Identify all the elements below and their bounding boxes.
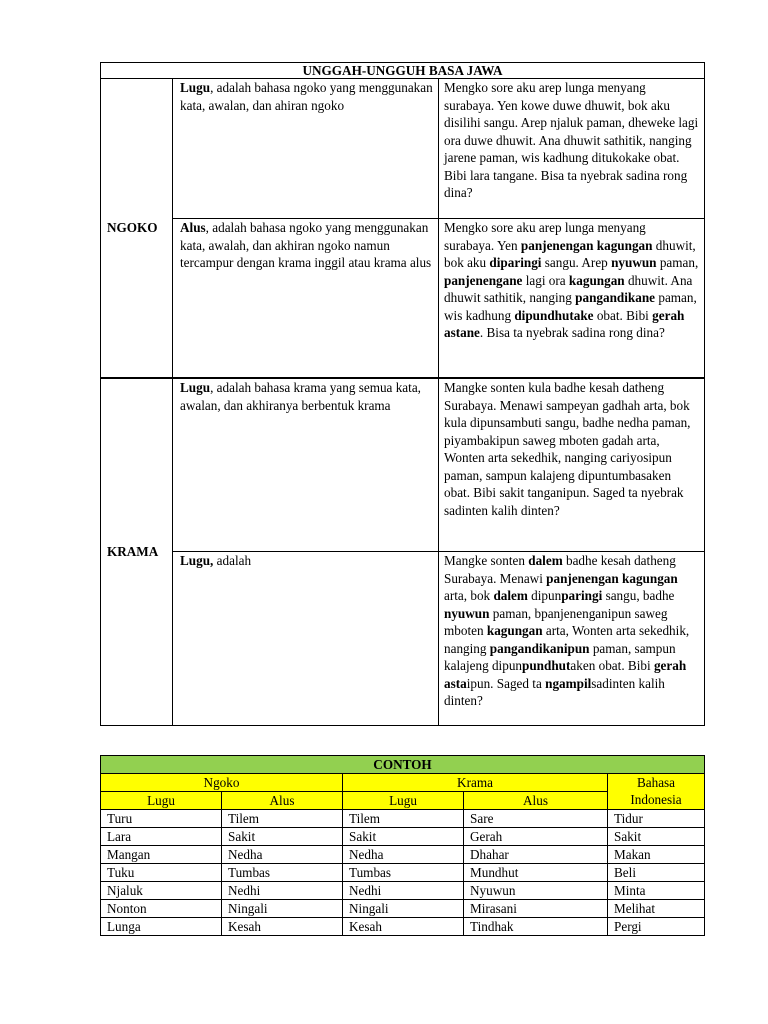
contoh-table xyxy=(100,755,705,936)
cell-ngoko-lugu: Lunga xyxy=(101,918,222,936)
contoh-title: CONTOH xyxy=(101,756,705,774)
cell-ngoko-alus: Nedhi xyxy=(222,882,343,900)
cell-ngoko-lugu: Turu xyxy=(101,810,222,828)
cell-ngoko-lugu: Nonton xyxy=(101,900,222,918)
cell-bahasa-indonesia: Minta xyxy=(608,882,705,900)
contoh-body xyxy=(101,810,705,936)
table-row xyxy=(101,828,705,846)
cell-ngoko-lugu: Tuku xyxy=(101,864,222,882)
table-row xyxy=(101,810,705,828)
cell-krama-lugu: Tumbas xyxy=(343,864,464,882)
cell-ngoko-alus: Ningali xyxy=(222,900,343,918)
ngoko-alus-example: Mengko sore aku arep lunga menyang surabaya. Yen panjenengan kagungan dhuwit, bok aku diparingi sangu. Arep nyuwun paman, panjenengane lagi ora kagungan dhuwit. Ana dhuwit sathitik, nanging pangandikane paman, wis kadhung dipundhutake obat. Bibi gerah astane. Bisa ta nyebrak sadina rong dina? xyxy=(439,219,705,379)
cell-bahasa-indonesia: Sakit xyxy=(608,828,705,846)
cell-ngoko-alus: Tumbas xyxy=(222,864,343,882)
cell-krama-alus: Sare xyxy=(464,810,608,828)
cell-ngoko-lugu: Mangan xyxy=(101,846,222,864)
krama-alus-example: Mangke sonten dalem badhe kesah datheng Surabaya. Menawi panjenengan kagungan arta, bok dalem dipunparingi sangu, badhe nyuwun paman, bpanjenenganipun saweg mboten kagungan arta, Wonten arta sekedhik, nanging pangandikanipun paman, sampun kalajeng dipunpundhutaken obat. Bibi gerah astaipun. Saged ta ngampilsadinten kalih dinten? xyxy=(439,552,705,726)
cell-krama-alus: Nyuwun xyxy=(464,882,608,900)
cell-ngoko-lugu: Lara xyxy=(101,828,222,846)
table-row xyxy=(101,882,705,900)
cell-krama-alus: Mirasani xyxy=(464,900,608,918)
subheader-ngoko-lugu: Lugu xyxy=(101,792,222,810)
cell-ngoko-lugu: Njaluk xyxy=(101,882,222,900)
table-title: UNGGAH-UNGGUH BASA JAWA xyxy=(101,63,705,79)
cell-krama-lugu: Ningali xyxy=(343,900,464,918)
cell-bahasa-indonesia: Beli xyxy=(608,864,705,882)
table-row xyxy=(101,900,705,918)
krama-lugu-description: Lugu, adalah bahasa krama yang semua kata, awalan, dan akhiranya berbentuk krama xyxy=(173,378,439,552)
cell-krama-lugu: Kesah xyxy=(343,918,464,936)
cell-krama-alus: Gerah xyxy=(464,828,608,846)
ngoko-lugu-description: Lugu, adalah bahasa ngoko yang menggunakan kata, awalan, dan ahiran ngoko xyxy=(173,79,439,219)
subheader-krama-lugu: Lugu xyxy=(343,792,464,810)
cell-krama-alus: Mundhut xyxy=(464,864,608,882)
cell-krama-alus: Dhahar xyxy=(464,846,608,864)
ngoko-alus-description: Alus, adalah bahasa ngoko yang menggunakan kata, awalah, dan akhiran ngoko namun tercampur dengan krama inggil atau krama alus xyxy=(173,219,439,379)
cell-bahasa-indonesia: Tidur xyxy=(608,810,705,828)
cell-krama-lugu: Sakit xyxy=(343,828,464,846)
cell-bahasa-indonesia: Makan xyxy=(608,846,705,864)
cell-ngoko-alus: Sakit xyxy=(222,828,343,846)
krama-alus-description: Lugu, adalah xyxy=(173,552,439,726)
cell-krama-lugu: Nedhi xyxy=(343,882,464,900)
group-header-krama: Krama xyxy=(343,774,608,792)
table-row xyxy=(101,864,705,882)
cell-krama-lugu: Tilem xyxy=(343,810,464,828)
cell-ngoko-alus: Tilem xyxy=(222,810,343,828)
krama-lugu-example: Mangke sonten kula badhe kesah datheng Surabaya. Menawi sampeyan gadhah arta, bok kula dipunsambuti sangu, badhe nedha paman, piyambakipun saweg mboten gadah arta, Wonten arta sekedhik, nanging cariyosipun paman, sampun kalajeng dipuntumbasaken obat. Bibi sakit tanganipun. Saged ta nyebrak sadinten kalih dinten? xyxy=(439,378,705,552)
subheader-ngoko-alus: Alus xyxy=(222,792,343,810)
subheader-krama-alus: Alus xyxy=(464,792,608,810)
unggah-ungguh-table xyxy=(100,62,705,726)
cell-bahasa-indonesia: Melihat xyxy=(608,900,705,918)
ngoko-lugu-example: Mengko sore aku arep lunga menyang surabaya. Yen kowe duwe dhuwit, bok aku disilihi sangu. Arep njaluk paman, dheweke lagi ora duwe dhuwit. Ana dhuwit sathitik, nanging jarene paman, wis kadhung ditukokake obat. Bibi lara tangane. Bisa ta nyebrak sadina rong dina? xyxy=(439,79,705,219)
category-krama: KRAMA xyxy=(101,378,173,726)
table-row xyxy=(101,846,705,864)
category-ngoko: NGOKO xyxy=(101,79,173,379)
cell-krama-lugu: Nedha xyxy=(343,846,464,864)
cell-ngoko-alus: Nedha xyxy=(222,846,343,864)
cell-ngoko-alus: Kesah xyxy=(222,918,343,936)
cell-krama-alus: Tindhak xyxy=(464,918,608,936)
cell-bahasa-indonesia: Pergi xyxy=(608,918,705,936)
group-header-bahasa-indonesia: Bahasa Indonesia xyxy=(608,774,705,810)
table-row xyxy=(101,918,705,936)
group-header-ngoko: Ngoko xyxy=(101,774,343,792)
